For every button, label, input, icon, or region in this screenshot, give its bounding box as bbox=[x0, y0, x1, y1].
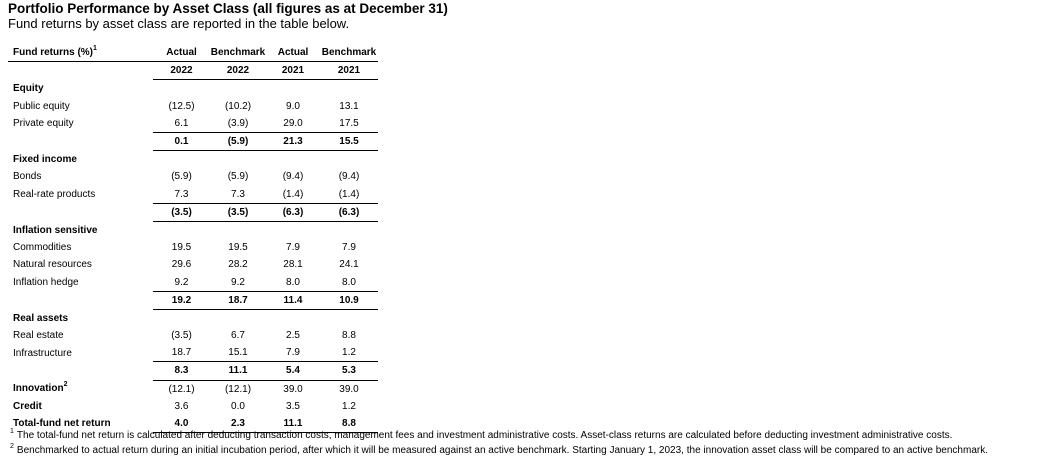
col-label-benchmark-2021: Benchmark bbox=[320, 44, 378, 62]
col-year: 2022 bbox=[210, 62, 266, 80]
cell-value: 17.5 bbox=[339, 117, 359, 129]
row-label: Natural resources bbox=[13, 259, 92, 271]
subtotal-value: (6.3) bbox=[266, 203, 320, 221]
cell-value: (12.1) bbox=[168, 383, 195, 395]
cell-value: (1.4) bbox=[282, 188, 304, 200]
cell-value: 13.1 bbox=[339, 100, 359, 112]
cell-value: 8.8 bbox=[342, 330, 356, 342]
subtotal-value: (5.9) bbox=[210, 132, 266, 150]
cell-value: 29.0 bbox=[283, 117, 303, 129]
section-heading: Equity bbox=[13, 83, 44, 95]
table-row bbox=[8, 273, 378, 291]
table-year-row bbox=[8, 62, 378, 80]
cell-value: 1.2 bbox=[342, 347, 356, 359]
cell-value: 28.2 bbox=[228, 259, 248, 271]
cell-value: 6.1 bbox=[174, 117, 189, 129]
subtotal-value: 15.5 bbox=[320, 132, 378, 150]
subtotal-value: 11.1 bbox=[210, 362, 266, 380]
subtotal-value: 5.3 bbox=[320, 362, 378, 380]
table-row-innovation bbox=[8, 380, 378, 398]
cell-value: 19.5 bbox=[228, 242, 248, 254]
footnotes bbox=[10, 428, 988, 458]
cell-value: 0.0 bbox=[231, 400, 245, 412]
cell-value: 24.1 bbox=[339, 259, 359, 271]
row-label: Commodities bbox=[13, 242, 72, 254]
subtotal-value: 5.4 bbox=[266, 362, 320, 380]
row-label: Infrastructure bbox=[13, 347, 72, 359]
table-row-credit bbox=[8, 398, 378, 415]
footnote-1 bbox=[10, 428, 988, 443]
table-row bbox=[8, 239, 378, 256]
footnote-mark: 1 bbox=[10, 427, 14, 435]
section-heading-row bbox=[8, 80, 378, 98]
subtotal-row bbox=[8, 132, 378, 150]
subtotal-value: (6.3) bbox=[320, 203, 378, 221]
row-label: Private equity bbox=[13, 118, 74, 130]
table-row bbox=[8, 168, 378, 185]
table-row bbox=[8, 98, 378, 115]
col-label-actual-2021: Actual bbox=[266, 44, 320, 62]
total-value: 11.1 bbox=[266, 415, 320, 433]
subtotal-value: 0.1 bbox=[153, 132, 210, 150]
cell-value: 6.7 bbox=[231, 330, 245, 342]
subtotal-value: 11.4 bbox=[266, 291, 320, 309]
cell-value: 2.5 bbox=[286, 330, 300, 342]
col-year: 2021 bbox=[266, 62, 320, 80]
section-heading-row bbox=[8, 221, 378, 239]
cell-value: 7.9 bbox=[286, 347, 300, 359]
header-label: Fund returns (%) bbox=[13, 47, 93, 59]
cell-value: 7.3 bbox=[174, 188, 189, 200]
cell-value: 29.6 bbox=[171, 259, 192, 271]
section-heading: Inflation sensitive bbox=[13, 224, 98, 236]
section-heading-row bbox=[8, 309, 378, 327]
table-header-row bbox=[8, 44, 378, 62]
fund-returns-table bbox=[8, 44, 378, 433]
cell-value: 8.0 bbox=[342, 276, 356, 288]
cell-value: 9.2 bbox=[174, 276, 189, 288]
cell-value: (1.4) bbox=[338, 188, 360, 200]
table-row bbox=[8, 344, 378, 362]
col-label-actual-2022: Actual bbox=[153, 44, 210, 62]
cell-value: 9.2 bbox=[231, 276, 245, 288]
table-row bbox=[8, 115, 378, 133]
cell-value: (10.2) bbox=[224, 100, 252, 112]
subtotal-value: 10.9 bbox=[320, 291, 378, 309]
cell-value: 3.5 bbox=[286, 400, 300, 412]
row-label-cell bbox=[8, 380, 153, 398]
subtotal-value: 21.3 bbox=[266, 132, 320, 150]
footnote-ref-1: 1 bbox=[93, 44, 97, 52]
footnote-text: Benchmarked to actual return during an initial incubation period, after which it will be measured against an active benchmark. Starting January 1, 2023, the innovation asset class will be compared to an active benchmark. bbox=[16, 445, 988, 456]
subtotal-value: 19.2 bbox=[153, 291, 210, 309]
cell-value: 15.1 bbox=[228, 347, 248, 359]
footnote-mark: 2 bbox=[10, 442, 14, 450]
row-label: Credit bbox=[13, 400, 42, 412]
footnote-text: The total-fund net return is calculated after deducting transaction costs, management fees and investment administrative costs. Asset-class returns are calculated before deducting investment administrative costs. bbox=[16, 430, 953, 441]
cell-value: (9.4) bbox=[338, 171, 360, 183]
cell-value: 8.0 bbox=[286, 276, 300, 288]
cell-value: 19.5 bbox=[171, 242, 192, 254]
table-row bbox=[8, 186, 378, 204]
col-year: 2022 bbox=[153, 62, 210, 80]
table-row bbox=[8, 327, 378, 344]
cell-value: 39.0 bbox=[283, 383, 303, 395]
subtotal-row bbox=[8, 203, 378, 221]
cell-value: 28.1 bbox=[283, 259, 303, 271]
subtotal-row bbox=[8, 362, 378, 380]
total-value: 2.3 bbox=[210, 415, 266, 433]
cell-value: (3.5) bbox=[171, 330, 192, 342]
footnote-ref-2: 2 bbox=[63, 381, 68, 389]
cell-value: (9.4) bbox=[282, 171, 304, 183]
cell-value: (12.1) bbox=[224, 383, 252, 395]
cell-value: 7.9 bbox=[286, 242, 300, 254]
cell-value: (3.9) bbox=[227, 117, 249, 129]
page-subtitle: Fund returns by asset class are reported in the table below. bbox=[8, 16, 350, 31]
section-heading-row bbox=[8, 151, 378, 169]
row-label: Bonds bbox=[13, 171, 42, 183]
section-heading: Fixed income bbox=[13, 153, 77, 165]
row-label: Real estate bbox=[13, 330, 64, 342]
cell-value: 18.7 bbox=[171, 347, 192, 359]
subtotal-row bbox=[8, 291, 378, 309]
subtotal-value: (3.5) bbox=[153, 203, 210, 221]
page-title: Portfolio Performance by Asset Class (all figures as at December 31) bbox=[8, 1, 448, 16]
row-label: Innovation bbox=[13, 383, 64, 395]
cell-value: (12.5) bbox=[168, 100, 195, 112]
section-heading: Real assets bbox=[13, 312, 69, 324]
cell-value: 3.6 bbox=[174, 400, 189, 412]
row-label: Real-rate products bbox=[13, 188, 96, 200]
cell-value: (5.9) bbox=[171, 171, 192, 183]
footnote-2 bbox=[10, 443, 988, 458]
total-value: 4.0 bbox=[153, 415, 210, 433]
cell-value: (5.9) bbox=[227, 171, 249, 183]
subtotal-value: 8.3 bbox=[153, 362, 210, 380]
row-label: Public equity bbox=[13, 100, 70, 112]
cell-value: 7.3 bbox=[231, 188, 245, 200]
total-value: 8.8 bbox=[320, 415, 378, 433]
cell-value: 39.0 bbox=[339, 383, 359, 395]
header-label-cell bbox=[8, 44, 153, 62]
cell-value: 1.2 bbox=[342, 400, 356, 412]
col-year: 2021 bbox=[320, 62, 378, 80]
row-label: Inflation hedge bbox=[13, 276, 79, 288]
subtotal-value: (3.5) bbox=[210, 203, 266, 221]
cell-value: 9.0 bbox=[286, 100, 300, 112]
table-row bbox=[8, 256, 378, 273]
col-label-benchmark-2022: Benchmark bbox=[210, 44, 266, 62]
row-label: Total-fund net return bbox=[13, 418, 111, 430]
subtotal-value: 18.7 bbox=[210, 291, 266, 309]
cell-value: 7.9 bbox=[342, 242, 356, 254]
